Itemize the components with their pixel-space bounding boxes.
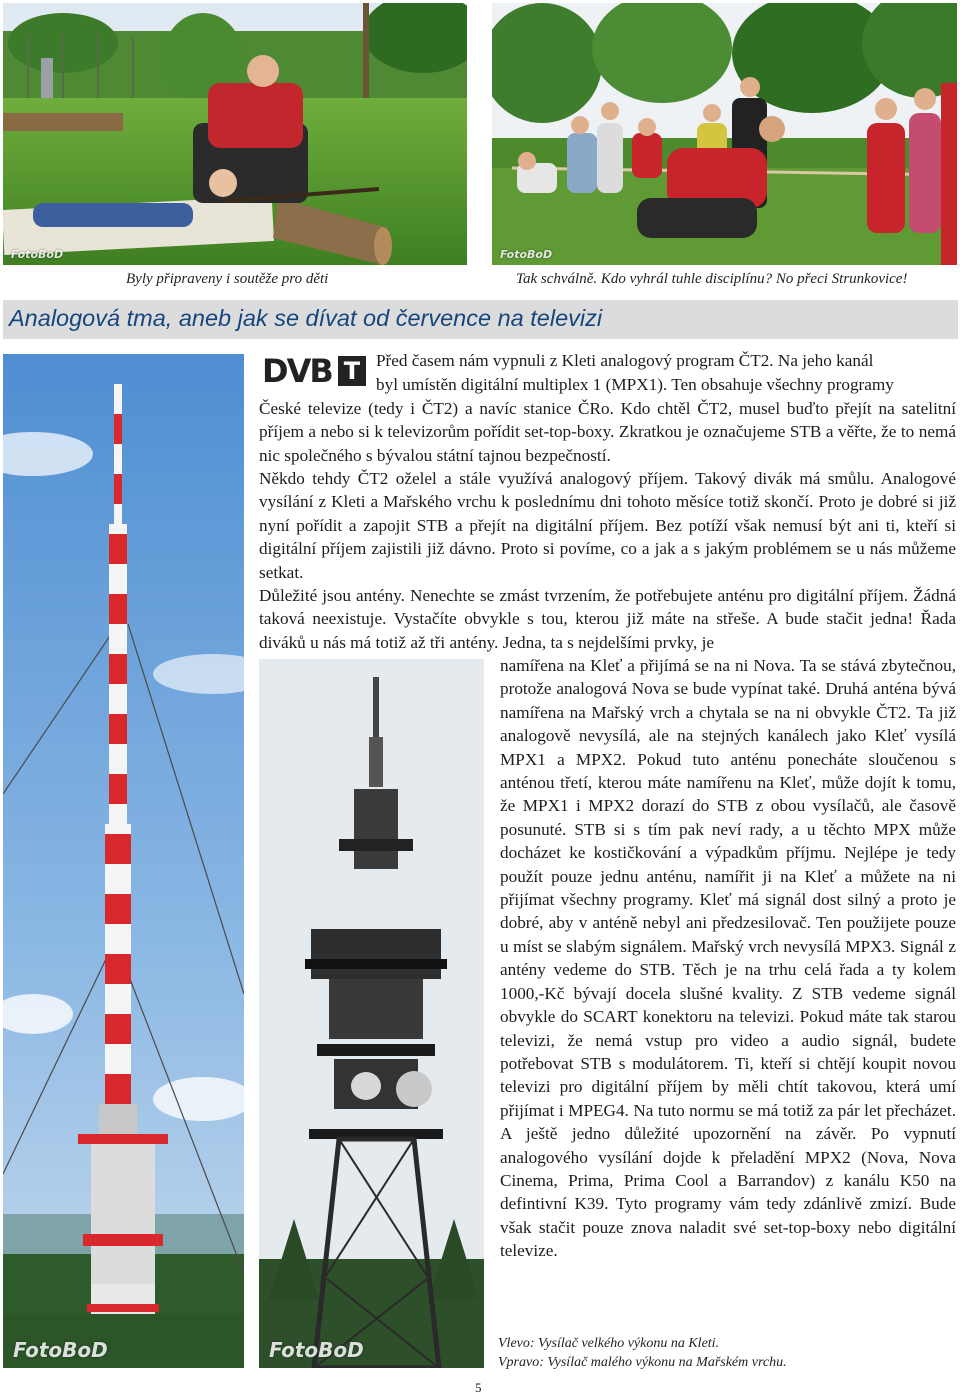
t-logo-box: T <box>338 356 366 386</box>
article-headline: Analogová tma, aneb jak se dívat od července na televizi <box>9 305 603 331</box>
photo-kids-contest <box>3 3 467 265</box>
caption-marsky-vrch-tower: Vpravo: Vysílač malého výkonu na Mařském vrchu. <box>498 1355 787 1370</box>
photo-tug-of-war <box>492 3 957 265</box>
photo-marsky-vrch-tower <box>259 659 484 1368</box>
caption-kids-contest: Byly připraveny i soutěže pro děti <box>126 271 329 287</box>
photo-watermark: FotoBoD <box>13 1338 108 1362</box>
dvb-logo-text: DVB <box>262 352 332 390</box>
klet-tower-image <box>3 354 244 1368</box>
photo-watermark: FotoBoD <box>500 248 553 261</box>
photo-watermark: FotoBoD <box>11 248 64 261</box>
article-paragraph: Důležité jsou antény. Nenechte se zmást tvrzením, že potřebujete anténu pro digitální příjem. Žádná taková neexistuje. Vystačíte obvykle s tou, kterou již máte na střeše. A bude stačit jedna! Řada diváků u nás má totiž až tři antény. Jedna, ta s nejdelšími prvky, je <box>259 586 956 652</box>
caption-tug-of-war: Tak schválně. Kdo vyhrál tuhle disciplínu? No přeci Strunkovice! <box>516 271 908 287</box>
page-number: 5 <box>475 1380 482 1395</box>
article-paragraph: České televize (tedy i ČT2) a navíc stanice ČRo. Kdo chtěl ČT2, musel buďto přejít na satelitní příjem a nebo si k televizorům pořídit set-top-boxy. Zkratkou je označujeme STB a věřte, že to nemá nic společného s bývalou státní tajnou bezpečností. <box>259 399 956 465</box>
article-paragraph: Někdo tehdy ČT2 oželel a stále využívá analogový příjem. Takový divák má smůlu. Analogové vysílání z Kleti a Mařského vrchu k poslednímu dni tohoto měsíce totiž skončí. Proto je dobré si již nyní pořídit a zapojit STB a přejít na digitální příjem. Bez potíží však nemusí být ani ti, kteří si digitální příjem zajistili již dávno. Proto si povíme, co a jak a s jakým problémem se u nás můžeme setkat. <box>259 469 956 582</box>
intro-line-2: byl umístěn digitální multiplex 1 (MPX1). Ten obsahuje všechny programy <box>376 375 894 394</box>
marsky-vrch-tower-image <box>259 659 484 1368</box>
article-column-text: namířena na Kleť a přijímá se na ni Nova. Ta se stává zbytečnou, protože analogová Nova se bude vypínat také. Druhá anténa bývá namířena na Mařský vrch a chytala se na ni obvykle ČT2. Ta již analogově nevysílá, ale na stejných kanálech jako Kleť vysílá MPX1 a MPX2. Pokud tuto anténu ponecháte sloučenou s anténou třetí, kterou máte namířenu na Kleť, může dojít k tomu, že MPX1 i MPX2 dorazí do STB z obou vysílačů, ale časově posunuté. STB si s tím pak neví rady, a u těchto MPX může docházet ke kostičkování a výpadkům příjmu. Nejlépe je tedy použít pouze jednu anténu, namířit ji na Kleť a můžete na ni přijímat všechny programy. Kleť má signál dost silný a proto je dobré, aby v anténě nebyl ani předzesilovač. Ten použijete pouze u míst se slabým signálem. Mařský vrch nevysílá MPX3. Signál z antény vedeme do STB. Těch je na trhu celá řada a ty kolem 1000,-Kč bývají docela slušné kvality. Z STB vedeme signál obvykle do SCART konektoru na televizi. Pokud máte tak starou televizi, že nemá vstup pro video a audio signál, budete potřebovat STB s modulátorem. Ti, kteří si chtějí koupit novou televizi pro digitální příjem by měli chtít takovou, která umí přijímat i MPEG4. Na tuto normu se má totiž za pár let přecházet. A ještě jedno důležité upozornění na závěr. Po vypnutí analogového vysílání dojde k přeladění MPX2 (Nova, Nova Cinema, Prima, Prima Cool a Barrandov) z kanálu K50 na defintivní K39. Tyto programy vám tedy zdánlivě zmizí. Bude však stačit pouze znova naladit své set-top-boxy nebo digitální televize. <box>500 656 956 1261</box>
dvb-t-logo <box>262 352 366 390</box>
tug-of-war-image <box>492 3 957 265</box>
photo-klet-tower <box>3 354 244 1368</box>
photo-watermark: FotoBoD <box>269 1338 364 1362</box>
intro-line-1: Před časem nám vypnuli z Kleti analogový program ČT2. Na jeho kanál <box>376 351 874 370</box>
caption-klet-tower: Vlevo: Vysílač velkého výkonu na Kleti. <box>498 1336 720 1351</box>
kids-contest-image <box>3 3 467 265</box>
